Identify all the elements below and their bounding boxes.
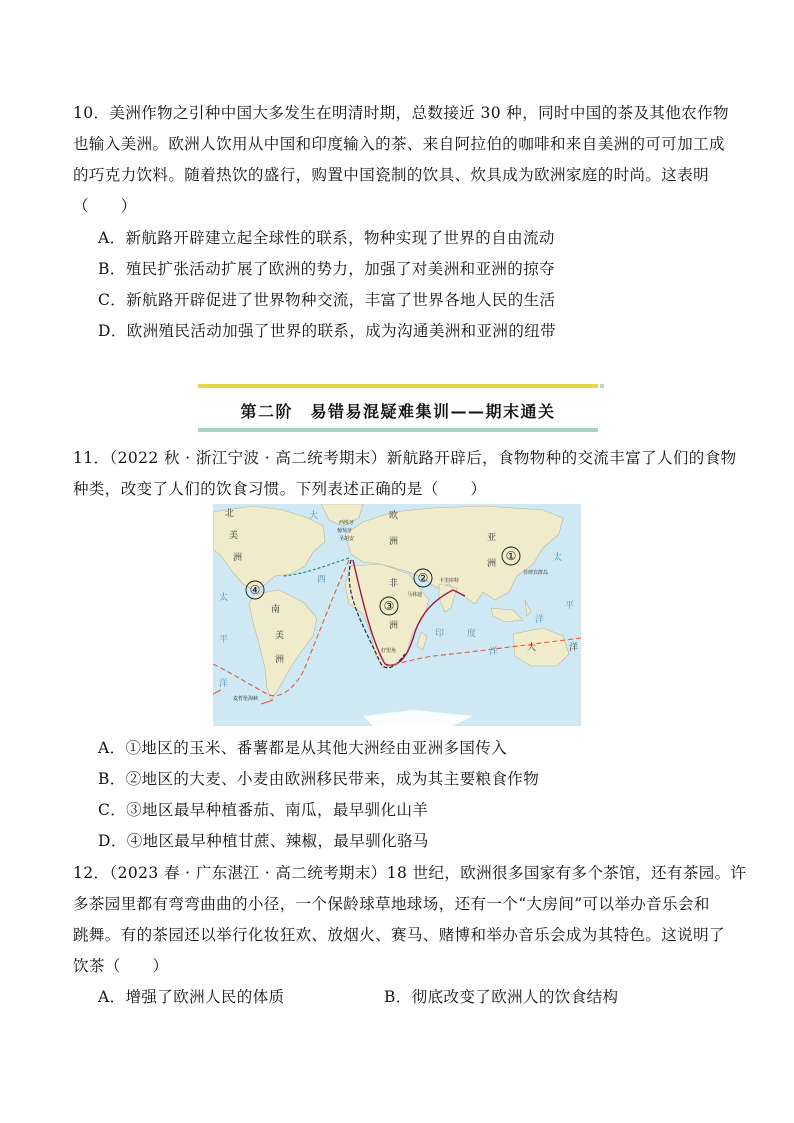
label-north-america: 北 [225,509,235,519]
question-12-option-b: B．彻底改变了欧洲人的饮食结构 [384,988,619,1006]
question-10-option-b: B．殖民扩张活动扩展了欧洲的势力，加强了对美洲和亚洲的掠夺 [98,260,555,278]
label-san-juan: 圣胡安 [339,536,355,542]
label-asia: 洲 [487,559,497,569]
question-12-stem-line: 饮茶（ ） [73,957,169,975]
label-cape-good-hope: 好望角 [381,648,397,654]
label-south-america: 洲 [275,655,285,665]
label-north-america: 洲 [233,553,243,563]
label-portugal: 葡萄牙 [337,528,353,534]
question-12-stem-line: 12．（2023 春 · 广东湛江 · 高二统考期末）18 世纪，欧洲很多国家有多个茶馆，还有茶园。许 [73,864,747,882]
question-12-stem-line: 跳舞。有的茶园还以举行化妆狂欢、放烟火、赛马、赌博和举办音乐会成为其特色。这说明了 [73,926,725,944]
question-10-stem-line: 也输入美洲。欧洲人饮用从中国和印度输入的茶、来自阿拉伯的咖啡和来自美洲的可可加工成 [73,135,725,153]
question-11-option-b: B．②地区的大麦、小麦由欧洲移民带来，成为其主要粮食作物 [98,770,540,788]
label-asia: 亚 [487,533,497,543]
section-title: 第二阶 易错易混疑难集训——期末通关 [240,402,556,421]
label-north-america: 美 [229,531,239,541]
label-indian-ocean: 度 [467,629,477,639]
section-banner [198,384,598,432]
label-atlantic: 西 [317,575,327,585]
question-12-option-a: A．增强了欧洲人民的体质 [98,988,285,1006]
svg-text:①: ① [505,549,517,563]
question-10-option-a: A．新航路开辟建立起全球性的联系，物种实现了世界的自由流动 [98,229,555,247]
label-pacific-east: 洋 [535,615,545,625]
label-pacific-east: 太 [553,553,563,563]
label-europe: 欧 [389,511,399,521]
label-calicut: 卡里库特 [439,578,460,584]
question-11-option-c: C．③地区最早种植番茄、南瓜，最早驯化山羊 [98,801,429,819]
svg-text:③: ③ [383,599,395,613]
label-magellan-strait: 麦哲伦海峡 [233,696,259,702]
label-australia: 大 [527,643,537,653]
label-africa: 洲 [389,621,399,631]
label-malindi: 马林迪 [407,592,423,598]
label-atlantic: 大 [309,511,319,521]
label-philippines: 菲律宾群岛 [523,570,549,576]
question-11-option-a: A．①地区的玉米、番薯都是从其他大洲经由亚洲多国传入 [98,739,508,757]
label-europe: 洲 [389,537,399,547]
label-pacific-east: 平 [565,601,575,611]
banner-bottom-rule [198,428,598,432]
question-11-stem-line: 11．（2022 秋 · 浙江宁波 · 高二统考期末）新航路开辟后，食物物种的交流丰富了人们的食物 [73,449,737,467]
label-spain: 西班牙 [339,520,355,526]
label-africa: 非 [389,579,399,589]
svg-text:②: ② [417,571,429,585]
question-11-stem-line: 种类，改变了人们的饮食习惯。下列表述正确的是（ ） [73,480,487,498]
label-pacific-west: 平 [219,635,229,645]
question-10-stem-line: 的巧克力饮料。随着热饮的盛行，购置中国瓷制的饮具、炊具成为欧洲家庭的时尚。这表明 [73,166,710,184]
label-indian-ocean: 印 [435,629,445,639]
question-10-option-c: C．新航路开辟促进了世界物种交流，丰富了世界各地人民的生活 [98,291,556,309]
world-map-new-routes [213,504,581,726]
banner-top-rule [198,384,598,388]
label-south-america: 美 [275,631,285,641]
question-11-option-d: D．④地区最早种植甘蔗、辣椒，最早驯化骆马 [98,832,429,850]
banner-top-dot [600,384,604,388]
question-10-answer-blank: （ ） [73,197,137,215]
question-12-stem-line: 多茶园里都有弯弯曲曲的小径，一个保龄球草地球场，还有一个“大房间”可以举办音乐会和 [73,895,710,913]
label-indian-ocean: 洋 [489,647,499,657]
svg-text:④: ④ [249,583,261,597]
label-pacific-west: 太 [219,593,229,603]
label-pacific-west: 洋 [219,679,229,689]
label-australia: 洋 [569,643,579,653]
question-10-option-d: D．欧洲殖民活动加强了世界的联系，成为沟通美洲和亚洲的纽带 [98,322,557,340]
question-10-stem-line: 10．美洲作物之引种中国大多发生在明清时期，总数接近 30 种，同时中国的茶及其他农作物 [73,104,729,122]
label-south-america: 南 [271,605,281,615]
